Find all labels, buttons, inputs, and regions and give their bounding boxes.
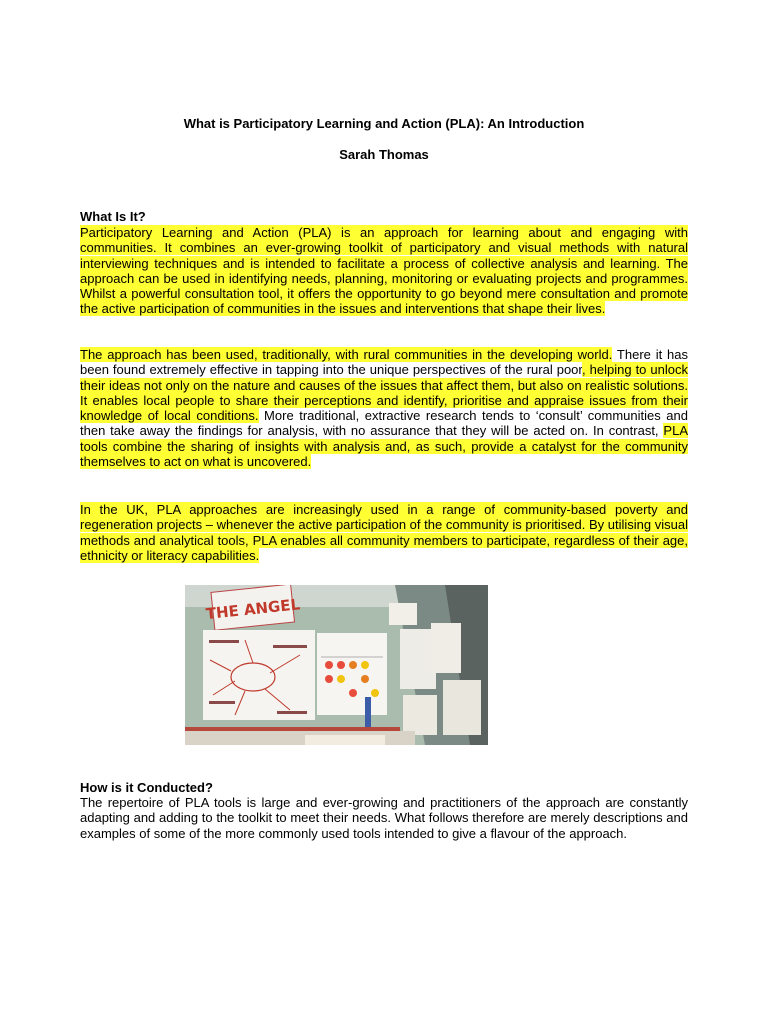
highlighted-text: Participatory Learning and Action (PLA) is an approach for learning about and engaging with communities. It combines an ever-growing toolkit of participatory and visual methods with natural interviewing techniques and is intended to facilitate a process of collective analysis and learning. The approach can be used in identifying needs, planning, monitoring or evaluating projects and programmes. Whilst a powerful consultation tool, it offers the opportunity to go beyond mere consultation and promote the active participation of communities in the issues and interventions that shape their lives.	[80, 225, 688, 317]
photo-banner-text: THE ANGEL	[205, 595, 301, 624]
paragraph-repertoire: The repertoire of PLA tools is large and ever-growing and practitioners of the approach are constantly adapting and adding to the toolkit to meet their needs. What follows therefore are merely descriptions and examples of some of the more commonly used tools intended to give a flavour of the approach.	[80, 795, 688, 841]
section-heading-how-conducted: How is it Conducted?	[80, 780, 213, 795]
paragraph-history	[80, 347, 688, 469]
highlighted-text: The approach has been used, traditionally, with rural communities in the developing world.	[80, 347, 613, 362]
plain-text: There it has been found extremely effective in tapping into the unique perspectives of the rural poor	[80, 347, 688, 378]
workshop-photo	[185, 585, 488, 745]
document-author: Sarah Thomas	[339, 147, 429, 162]
plain-text: More traditional, extractive research tends to ‘consult’ communities and then take away the findings for analysis, with no assurance that they will be acted on. In contrast,	[80, 408, 688, 439]
paragraph-uk-usage	[80, 502, 688, 563]
document-title: What is Participatory Learning and Action (PLA): An Introduction	[183, 116, 585, 131]
highlighted-text: PLA tools combine the sharing of insights with analysis and, as such, provide a catalyst for the community themselves to act on what is uncovered.	[80, 423, 688, 470]
section-heading-what-is-it: What Is It?	[80, 209, 146, 224]
paragraph-definition	[80, 225, 688, 317]
highlighted-text: , helping to unlock their ideas not only on the nature and causes of the issues that affect them, but also on realistic solutions. It enables local people to share their perceptions and identify, prioritise and appraise issues from their knowledge of local conditions.	[80, 362, 688, 424]
highlighted-text: In the UK, PLA approaches are increasingly used in a range of community-based poverty and regeneration projects – whenever the active participation of the community is prioritised. By utilising visual methods and analytical tools, PLA enables all community members to participate, regardless of their age, ethnicity or literacy capabilities.	[80, 502, 688, 563]
